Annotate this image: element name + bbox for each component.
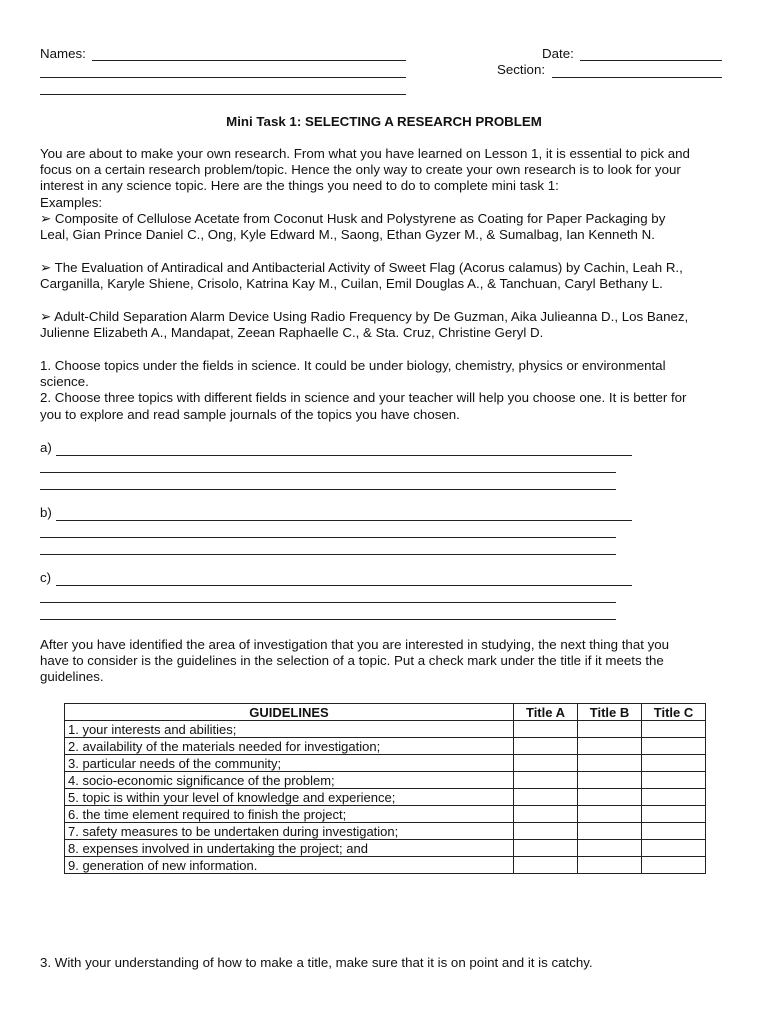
example-line: Julienne Elizabeth A., Mandapat, Zeean Raphaelle C., & Sta. Cruz, Christine Geryl D. (40, 325, 544, 341)
example-line: ➢ Composite of Cellulose Acetate from Coconut Husk and Polystyrene as Coating for Paper Packaging by (40, 211, 666, 226)
guideline-cell: 1. your interests and abilities; (65, 721, 514, 738)
check-cell-a[interactable] (514, 823, 578, 840)
table-row (65, 823, 706, 840)
example-line: ➢ Adult-Child Separation Alarm Device Using Radio Frequency by De Guzman, Aika Julieanna D., Los Banez, (40, 309, 689, 324)
header-title-a: Title A (514, 704, 578, 721)
step-line: science. (40, 374, 89, 390)
intro-line: You are about to make your own research. From what you have learned on Lesson 1, it is essential to pick and (40, 146, 690, 161)
check-cell-b[interactable] (578, 857, 642, 874)
step-line: 1. Choose topics under the fields in science. It could be under biology, chemistry, physics or environmental (40, 358, 666, 373)
check-cell-c[interactable] (642, 823, 706, 840)
answer-a-label: a) (40, 440, 52, 455)
names-line-2[interactable] (40, 77, 406, 78)
table-row (65, 755, 706, 772)
check-cell-a[interactable] (514, 772, 578, 789)
answer-a-line-1[interactable] (56, 455, 632, 456)
names-line-1[interactable] (92, 60, 406, 61)
header-guidelines: GUIDELINES (65, 704, 514, 721)
check-cell-b[interactable] (578, 755, 642, 772)
guideline-cell: 5. topic is within your level of knowledge and experience; (65, 789, 514, 806)
answer-c-line-3[interactable] (40, 619, 616, 620)
check-cell-b[interactable] (578, 823, 642, 840)
table-header-row (65, 704, 706, 721)
intro-line: interest in any science topic. Here are the things you need to do to complete mini task 1: (40, 178, 559, 194)
answer-b-line-3[interactable] (40, 554, 616, 555)
check-cell-c[interactable] (642, 772, 706, 789)
date-label: Date: (542, 46, 574, 61)
check-cell-a[interactable] (514, 738, 578, 755)
answer-c-label: c) (40, 570, 52, 585)
example-line: ➢ The Evaluation of Antiradical and Antibacterial Activity of Sweet Flag (Acorus calamus) by Cachin, Leah R., (40, 260, 683, 275)
check-cell-c[interactable] (642, 840, 706, 857)
example-3 (40, 309, 730, 341)
answer-b-line-2[interactable] (40, 537, 616, 538)
example-line: Carganilla, Karyle Shiene, Crisolo, Katrina Kay M., Cuilan, Emil Douglas A., & Tanchuan, Caryl Bethany L. (40, 276, 663, 292)
step-line: 2. Choose three topics with different fields in science and your teacher will help you choose one. It is better for (40, 390, 687, 406)
guideline-cell: 4. socio-economic significance of the problem; (65, 772, 514, 789)
check-cell-a[interactable] (514, 857, 578, 874)
check-cell-c[interactable] (642, 857, 706, 874)
check-cell-b[interactable] (578, 721, 642, 738)
example-line: Leal, Gian Prince Daniel C., Ong, Kyle Edward M., Saong, Ethan Gyzer M., & Sumalbag, Ian Kenneth N. (40, 227, 655, 243)
example-1 (40, 211, 730, 243)
guidelines-intro (40, 637, 730, 686)
intro-paragraph (40, 146, 730, 211)
check-cell-c[interactable] (642, 738, 706, 755)
example-2 (40, 260, 730, 292)
guideline-cell: 8. expenses involved in undertaking the project; and (65, 840, 514, 857)
table-row (65, 772, 706, 789)
check-cell-a[interactable] (514, 721, 578, 738)
date-line[interactable] (580, 60, 722, 61)
page-title: Mini Task 1: SELECTING A RESEARCH PROBLEM (226, 114, 542, 129)
check-cell-b[interactable] (578, 738, 642, 755)
table-row (65, 789, 706, 806)
guidelines-intro-line: guidelines. (40, 669, 104, 685)
guideline-cell: 9. generation of new information. (65, 857, 514, 874)
section-line[interactable] (552, 77, 722, 78)
guideline-cell: 6. the time element required to finish the project; (65, 806, 514, 823)
check-cell-c[interactable] (642, 721, 706, 738)
check-cell-a[interactable] (514, 806, 578, 823)
steps-paragraph (40, 358, 730, 423)
answer-c-line-2[interactable] (40, 602, 616, 603)
guideline-cell: 3. particular needs of the community; (65, 755, 514, 772)
check-cell-a[interactable] (514, 840, 578, 857)
table-row (65, 840, 706, 857)
table-row (65, 721, 706, 738)
table-row (65, 857, 706, 874)
check-cell-c[interactable] (642, 789, 706, 806)
names-line-3[interactable] (40, 94, 406, 95)
answer-a-line-2[interactable] (40, 472, 616, 473)
check-cell-a[interactable] (514, 755, 578, 772)
guidelines-table (64, 703, 706, 874)
answer-b-label: b) (40, 505, 52, 520)
table-row (65, 806, 706, 823)
answer-a-line-3[interactable] (40, 489, 616, 490)
header-title-b: Title B (578, 704, 642, 721)
check-cell-b[interactable] (578, 789, 642, 806)
check-cell-b[interactable] (578, 806, 642, 823)
check-cell-b[interactable] (578, 772, 642, 789)
check-cell-c[interactable] (642, 755, 706, 772)
check-cell-c[interactable] (642, 806, 706, 823)
intro-line: focus on a certain research problem/topic. Hence the only way to create your own research is to look for your (40, 162, 681, 178)
guidelines-intro-line: After you have identified the area of investigation that you are interested in studying, the next thing that you (40, 637, 670, 652)
names-label: Names: (40, 46, 86, 61)
answer-c-line-1[interactable] (56, 585, 632, 586)
guidelines-intro-line: have to consider is the guidelines in the selection of a topic. Put a check mark under the title if it meets the (40, 653, 664, 669)
answer-b-line-1[interactable] (56, 520, 632, 521)
guideline-cell: 2. availability of the materials needed for investigation; (65, 738, 514, 755)
section-label: Section: (497, 62, 546, 77)
check-cell-b[interactable] (578, 840, 642, 857)
examples-label: Examples: (40, 194, 103, 210)
guideline-cell: 7. safety measures to be undertaken during investigation; (65, 823, 514, 840)
table-row (65, 738, 706, 755)
step-3: 3. With your understanding of how to make a title, make sure that it is on point and it is catchy. (40, 955, 593, 970)
check-cell-a[interactable] (514, 789, 578, 806)
header-title-c: Title C (642, 704, 706, 721)
step-line: you to explore and read sample journals of the topics you have chosen. (40, 406, 460, 422)
